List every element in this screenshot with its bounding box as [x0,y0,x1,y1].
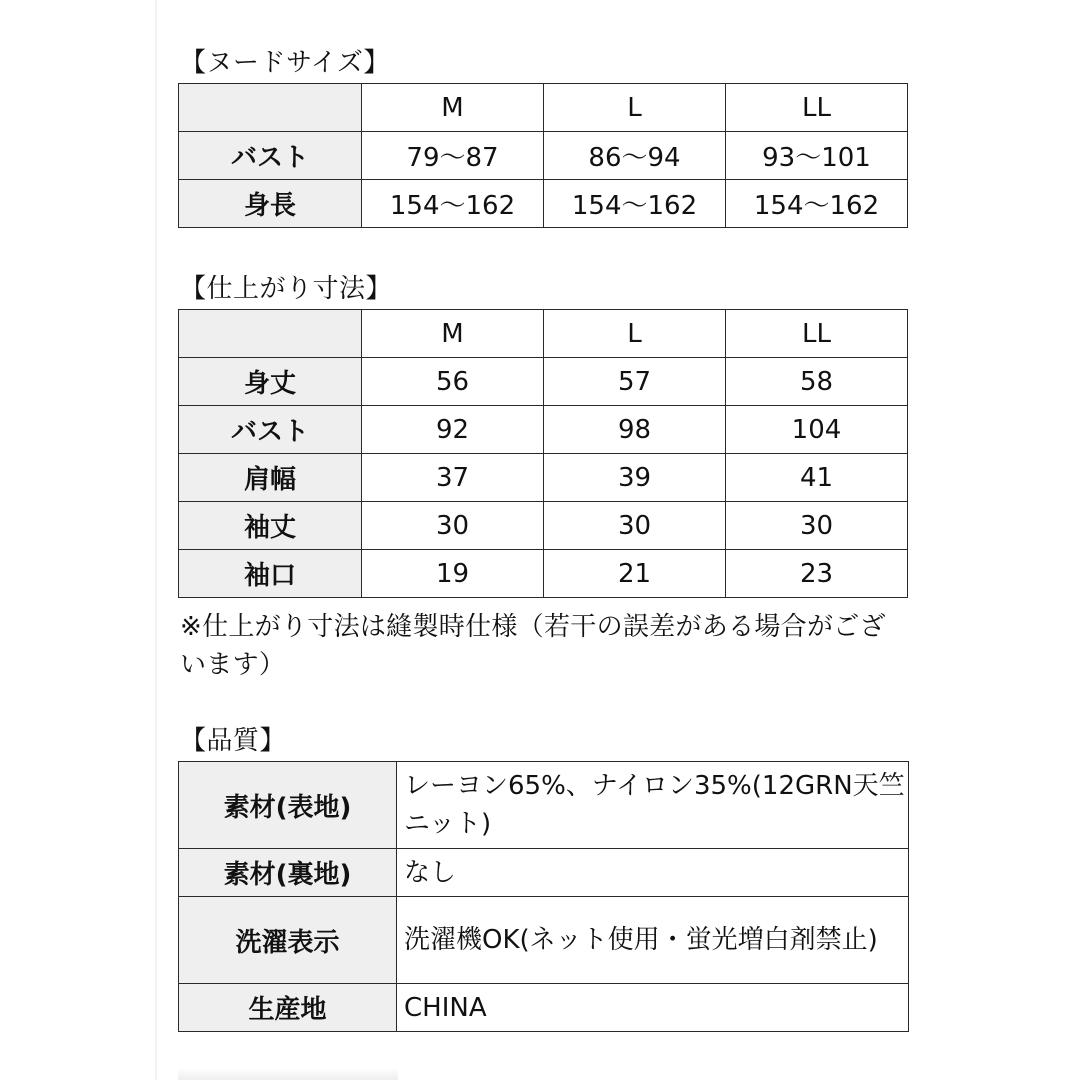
table-row [179,849,909,897]
nude-size-heading: 【ヌードサイズ】 [180,48,390,78]
bottom-edge-shadow [178,1068,398,1080]
table-row [179,406,908,454]
table-cell: 58 [726,358,908,406]
table-cell: 98 [544,406,726,454]
row-label: 袖丈 [179,502,362,550]
table-row [179,454,908,502]
column-header-m: M [362,310,544,358]
table-cell: 洗濯機OK(ネット使用・蛍光増白剤禁止) [397,897,909,984]
table-cell: 57 [544,358,726,406]
table-cell: 30 [726,502,908,550]
table-cell: 39 [544,454,726,502]
finished-size-table [178,309,908,598]
finished-size-note: ※仕上がり寸法は縫製時仕様（若干の誤差がある場合がございます） [180,612,886,680]
table-row [179,984,909,1032]
table-cell: 41 [726,454,908,502]
table-cell: 86〜94 [544,132,726,180]
column-header-ll: LL [726,84,908,132]
table-cell: レーヨン65%、ナイロン35%(12GRN天竺ニット) [397,762,909,849]
table-cell: 23 [726,550,908,598]
finished-size-heading: 【仕上がり寸法】 [180,274,393,304]
table-cell: 104 [726,406,908,454]
row-label: 肩幅 [179,454,362,502]
table-cell: CHINA [397,984,909,1032]
table-header-row [179,310,908,358]
table-cell: 19 [362,550,544,598]
table-row [179,897,909,984]
table-cell: 92 [362,406,544,454]
quality-table [178,761,909,1032]
table-header-row [179,84,908,132]
column-header-m: M [362,84,544,132]
table-cell: 21 [544,550,726,598]
nude-size-table [178,83,908,228]
table-cell: 154〜162 [362,180,544,228]
table-row [179,358,908,406]
column-header-ll: LL [726,310,908,358]
table-corner-cell [179,310,362,358]
row-label: 素材(裏地) [179,849,397,897]
table-row [179,550,908,598]
table-row [179,132,908,180]
row-label: 身丈 [179,358,362,406]
row-label: 生産地 [179,984,397,1032]
row-label: バスト [179,406,362,454]
table-cell: なし [397,849,909,897]
table-cell: 37 [362,454,544,502]
page-left-border [155,0,157,1080]
table-cell: 93〜101 [726,132,908,180]
table-corner-cell [179,84,362,132]
quality-heading: 【品質】 [180,726,287,756]
table-cell: 30 [544,502,726,550]
row-label: バスト [179,132,362,180]
table-cell: 30 [362,502,544,550]
row-label: 袖口 [179,550,362,598]
table-cell: 56 [362,358,544,406]
table-cell: 79〜87 [362,132,544,180]
row-label: 洗濯表示 [179,897,397,984]
column-header-l: L [544,310,726,358]
table-cell: 154〜162 [544,180,726,228]
row-label: 素材(表地) [179,762,397,849]
table-row [179,180,908,228]
column-header-l: L [544,84,726,132]
table-row [179,762,909,849]
table-row [179,502,908,550]
row-label: 身長 [179,180,362,228]
table-cell: 154〜162 [726,180,908,228]
